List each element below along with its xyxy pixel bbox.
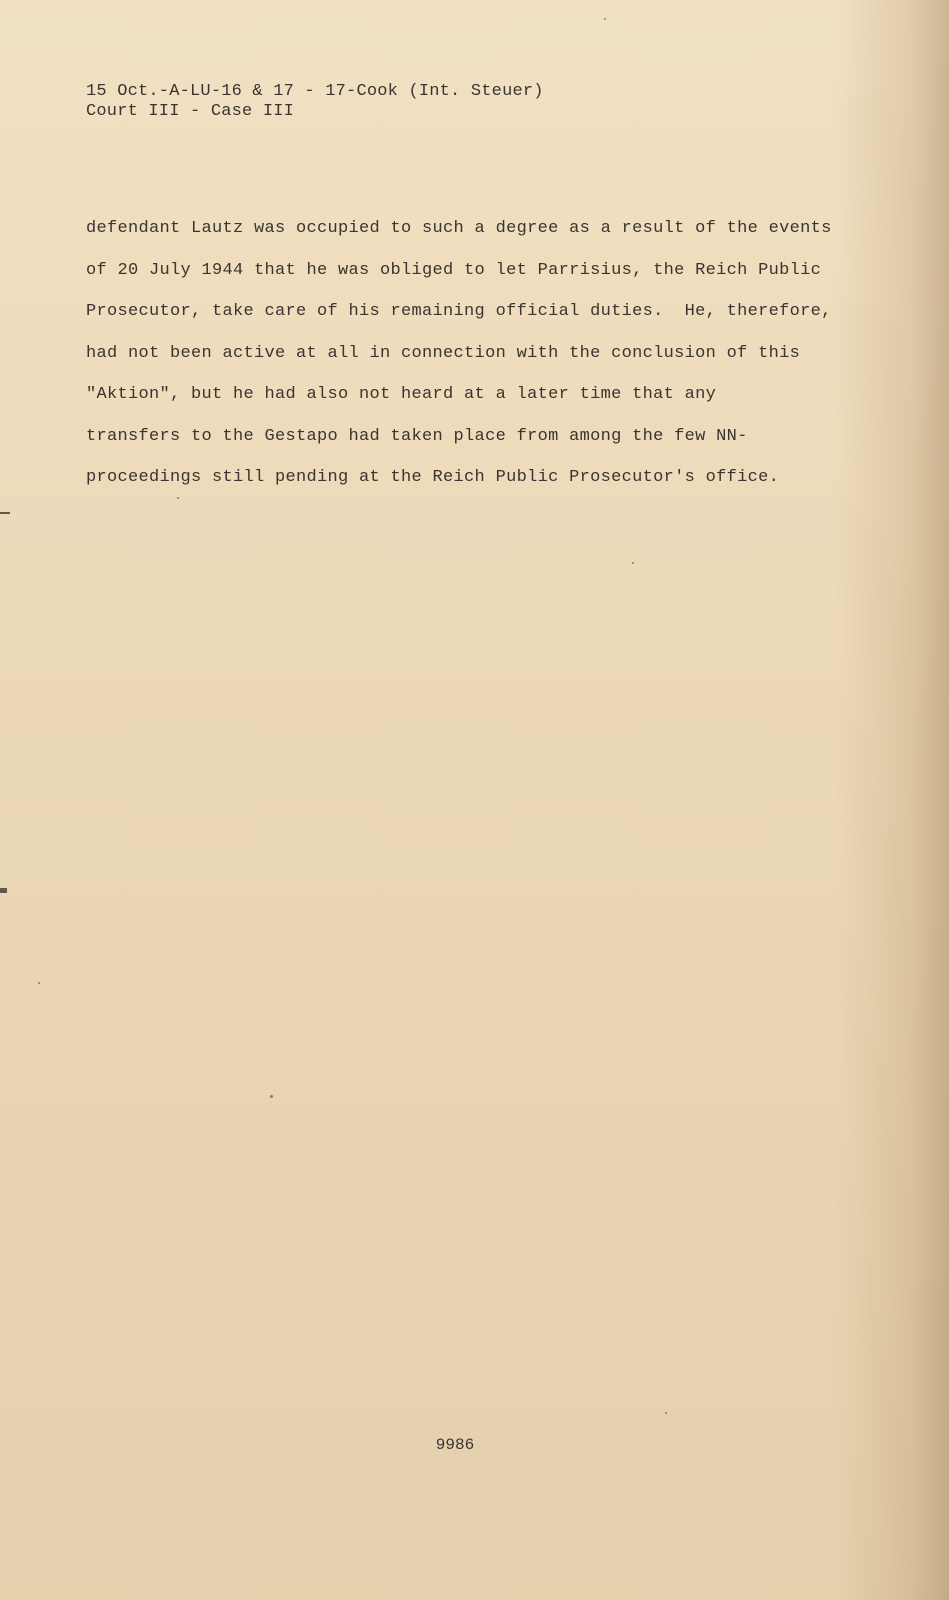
body-line: "Aktion", but he had also not heard at a later time that any <box>86 385 717 404</box>
page-number: 9986 <box>435 1436 475 1454</box>
scan-edge-mark <box>0 888 7 893</box>
paper-speck <box>604 18 606 20</box>
body-line: had not been active at all in connection with the conclusion of this <box>86 343 801 363</box>
body-line: proceedings still pending at the Reich Public Prosecutor's office. <box>86 468 780 487</box>
header-line-2: Court III - Case III <box>86 102 295 121</box>
paper-speck <box>270 1095 273 1098</box>
body-line: transfers to the Gestapo had taken place from among the few NN- <box>86 426 748 446</box>
paper-speck <box>38 982 40 984</box>
header-line-1: 15 Oct.-A-LU-16 & 17 - 17-Cook (Int. Steuer) <box>86 82 544 101</box>
paper-speck <box>665 1412 667 1414</box>
paper-speck <box>632 562 634 564</box>
scan-edge-mark <box>0 512 10 514</box>
paper-speck <box>177 497 179 499</box>
document-header <box>86 82 544 122</box>
body-line: of 20 July 1944 that he was obliged to let Parrisius, the Reich Public <box>86 260 822 280</box>
body-line: Prosecutor, take care of his remaining official duties. He, therefore, <box>86 302 832 321</box>
body-paragraph <box>86 208 846 499</box>
body-line: defendant Lautz was occupied to such a degree as a result of the events <box>86 219 832 238</box>
